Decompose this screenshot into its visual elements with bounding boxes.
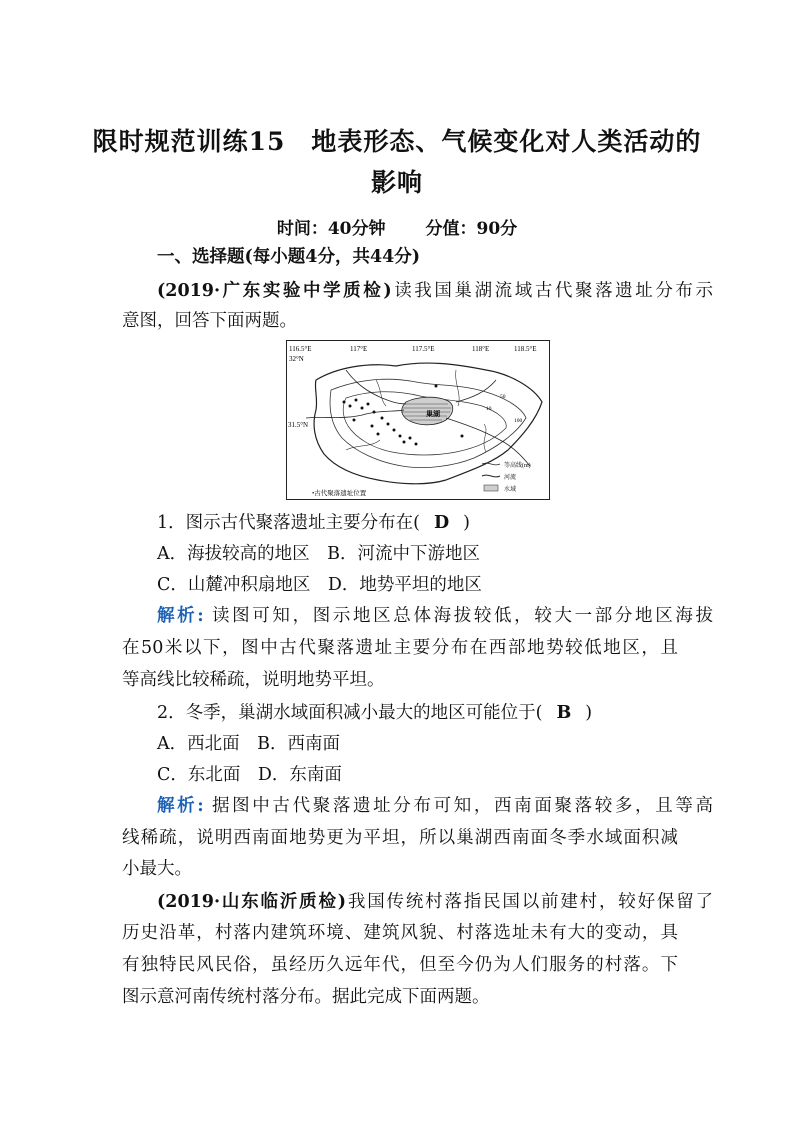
page-title-line2: 影响 — [370, 168, 423, 197]
intro2-line3: 有独特民风民俗，虽经历久远年代，但至今仍为人们服务的村落。下 — [122, 955, 678, 975]
lon-label: 117°E — [350, 345, 368, 353]
analysis2-line2: 线稀疏，说明西南面地势更为平坦，所以巢湖西南面冬季水域面积减 — [122, 828, 678, 848]
analysis2-line1: 解析: 据图中古代聚落遗址分布可知，西南面聚落较多，且等高 — [157, 796, 714, 816]
q2-options-a-b: A．西北面 B．西南面 — [157, 734, 340, 754]
intro1-line1: (2019·广东实验中学质检)读我国巢湖流域古代聚落遗址分布示 — [157, 281, 714, 301]
q1-options-a-b: A．海拔较高的地区 B．河流中下游地区 — [157, 544, 480, 564]
chaohu-settlement-map — [286, 340, 550, 500]
score-total: 分值：90分 — [425, 219, 518, 239]
question-2: 2．冬季，巢湖水域面积减小最大的地区可能位于( B ) — [157, 703, 593, 723]
analysis2-line3: 小最大。 — [122, 859, 192, 879]
intro2-source: (2019·山东临沂质检) — [157, 892, 347, 912]
intro1-source: (2019·广东实验中学质检) — [157, 281, 392, 301]
legend-river: 河流 — [504, 475, 517, 481]
intro2-line1: (2019·山东临沂质检)我国传统村落指民国以前建村，较好保留了 — [157, 892, 714, 912]
legend-water: 水域 — [504, 487, 517, 493]
question-1: 1．图示古代聚落遗址主要分布在( D ) — [157, 513, 470, 533]
analysis1-line2: 在50米以下，图中古代聚落遗址主要分布在西部地势较低地区，且 — [122, 638, 678, 658]
analysis1-line3: 等高线比较稀疏，说明地势平坦。 — [122, 670, 385, 690]
page-title: 限时规范训练15 地表形态、气候变化对人类活动的 — [92, 127, 702, 156]
legend-contour: 等高线(m) — [504, 463, 531, 469]
answer-1: D — [433, 513, 450, 533]
legend-sites: •古代聚落遗址位置 — [312, 490, 367, 497]
section-heading: 一、选择题(每小题4分，共44分) — [157, 247, 421, 267]
lon-label: 116.5°E — [289, 345, 312, 353]
time-limit: 时间：40分钟 — [276, 219, 386, 239]
q1-options-c-d: C．山麓冲积扇地区 D．地势平坦的地区 — [157, 575, 482, 595]
answer-2: B — [556, 703, 572, 723]
lake-label: 巢湖 — [426, 410, 440, 418]
analysis1-line1: 解析: 读图可知，图示地区总体海拔较低，较大一部分地区海拔 — [157, 606, 714, 626]
q2-options-c-d: C．东北面 D．东南面 — [157, 765, 342, 785]
analysis-label: 解析: — [157, 606, 204, 626]
contour-value: 50 — [500, 394, 506, 400]
exam-meta — [0, 214, 794, 239]
intro2-line4: 图示意河南传统村落分布。据此完成下面两题。 — [122, 987, 490, 1007]
lat-label: 32°N — [289, 355, 304, 363]
lon-label: 118°E — [472, 345, 490, 353]
lon-label: 118.5°E — [514, 345, 537, 353]
lat-label: 31.5°N — [288, 421, 309, 429]
contour-value: 10 — [486, 406, 492, 412]
lon-label: 117.5°E — [412, 345, 435, 353]
analysis-label: 解析: — [157, 796, 204, 816]
contour-value: 100 — [514, 418, 523, 424]
intro2-line2: 历史沿革，村落内建筑环境、建筑风貌、村落选址未有大的变动，具 — [122, 923, 678, 943]
intro1-line2: 意图，回答下面两题。 — [122, 311, 297, 331]
